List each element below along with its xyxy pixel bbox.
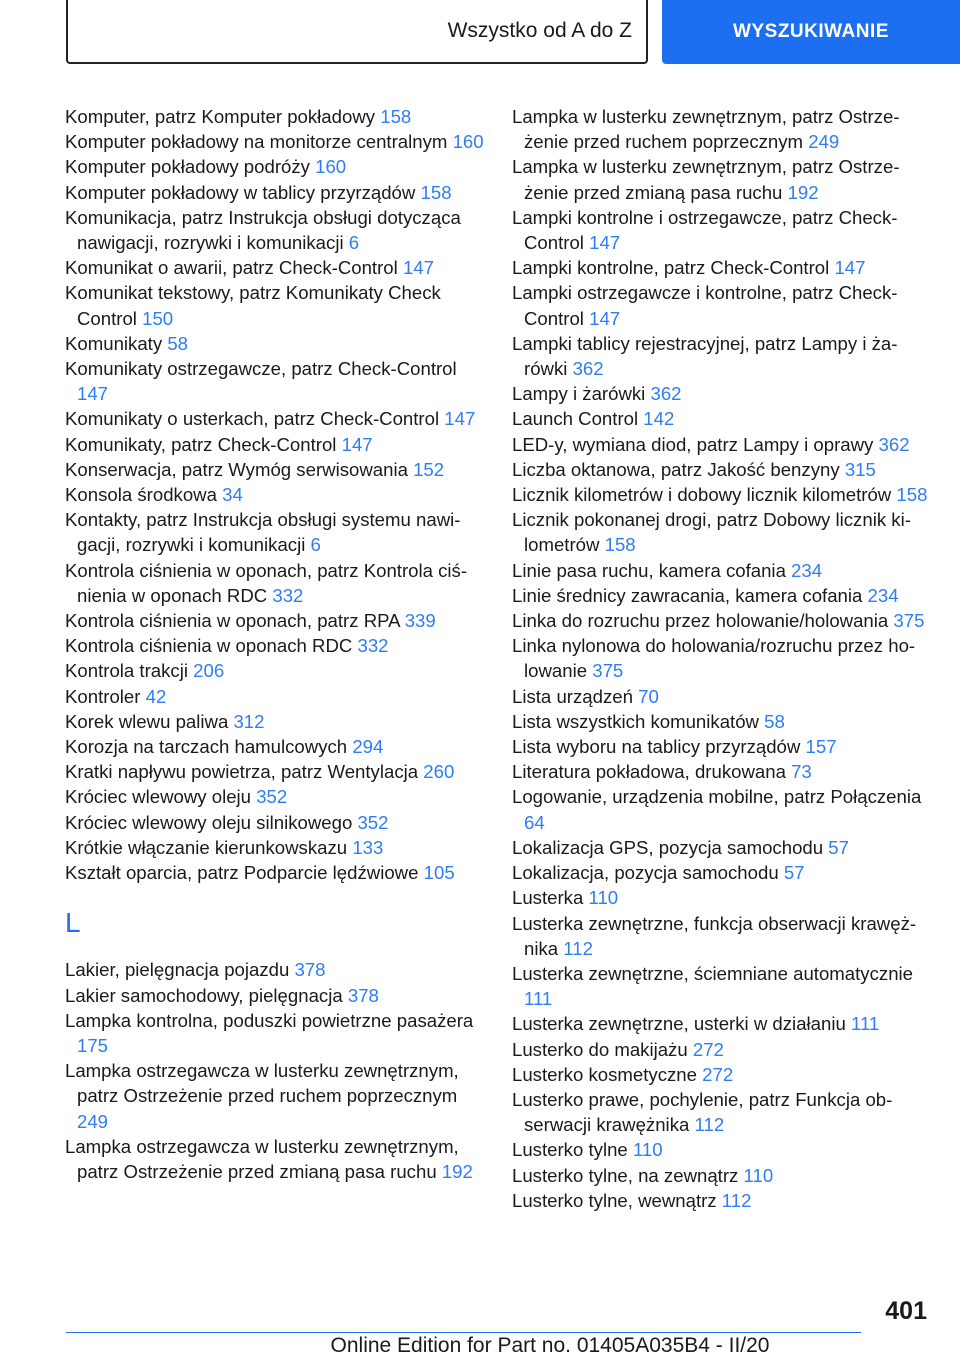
index-entry-text: Linka do rozruchu przez holowanie/holowania [512,610,889,632]
page-link[interactable]: 57 [828,836,849,858]
page-link[interactable]: 42 [145,685,167,707]
page-link[interactable]: 111 [851,1013,880,1035]
index-entry[interactable] [512,482,932,507]
page-link[interactable]: 158 [380,106,412,127]
page-link[interactable]: 112 [563,937,593,959]
tab-a-to-z-label: Wszystko od A do Z [447,19,632,42]
index-entry-text: Korek wlewu paliwa [65,710,229,732]
page-link[interactable]: 6 [348,232,360,254]
page-link[interactable]: 160 [452,131,484,153]
index-entry[interactable] [65,129,485,154]
page-link[interactable]: 147 [444,408,476,430]
page-link[interactable]: 312 [233,710,265,732]
index-entry[interactable] [512,734,932,759]
index-entry-text: Linka nylonowa do holowania/rozruchu przez holowanie [512,635,916,682]
page-link[interactable]: 111 [524,988,553,1010]
index-entry-text: Lampki ostrzegawcze i kontrolne, patrz Check-Control [512,282,898,329]
index-entry-text: Lampka ostrzegawcza w lusterku zewnętrznym, patrz Ostrzeżenie przed zmianą pasa ruchu [65,1135,459,1182]
index-entry-text: Krótkie włączanie kierunkowskazu [65,836,348,858]
page-link[interactable]: 315 [844,458,876,480]
index-entry[interactable] [512,784,932,834]
index-entry[interactable] [512,406,932,431]
page-link[interactable]: 158 [896,484,928,506]
index-entry-text: Launch Control [512,408,639,430]
index-entry[interactable] [65,810,485,835]
page-link[interactable]: 160 [315,156,347,178]
page-link[interactable]: 112 [721,1189,752,1211]
index-entry[interactable] [512,457,932,482]
index-entry-text: Kontrola trakcji [65,660,188,682]
footer-divider [66,1332,861,1333]
section-letter: L [65,907,81,939]
page-link[interactable]: 157 [805,736,837,758]
index-entry[interactable] [512,432,932,457]
index-entry-text: Komputer pokładowy na monitorze centralnym [65,131,448,153]
index-entry[interactable] [65,684,485,709]
index-entry[interactable] [65,709,485,734]
index-entry-text: Konsola środkowa [65,484,217,506]
index-entry-text: Komputer pokładowy podróży [65,156,310,178]
index-entry[interactable] [65,205,485,255]
index-entry-text: Linie pasa ruchu, kamera cofania [512,559,786,581]
index-entry-text: Lista wszystkich komunikatów [512,710,759,732]
index-entry[interactable] [65,356,485,406]
page-link[interactable]: 57 [783,862,805,884]
index-entry-text: Lampka w lusterku zewnętrznym, patrz Ostrzeżenie przed zmianą pasa ruchu [512,156,900,203]
page-link[interactable]: 147 [77,383,109,405]
index-entry-text: Kontrola ciśnienia w oponach, patrz RPA [65,610,400,632]
index-entry[interactable] [65,432,485,457]
page-link[interactable]: 110 [632,1139,663,1161]
index-entry[interactable] [65,331,485,356]
index-list-l [65,957,485,1184]
index-entry-text: Licznik pokonanej drogi, patrz Dobowy licznik kilometrów [512,509,911,556]
index-entry-text: Lusterka zewnętrzne, ściemniane automatycznie [512,962,914,984]
page-link[interactable]: 260 [423,761,455,783]
index-entry-text: Lampki kontrolne i ostrzegawcze, patrz Check-Control [512,206,898,254]
index-list-right [512,104,932,1213]
page-link[interactable]: 133 [352,836,384,858]
index-entry[interactable] [65,734,485,759]
index-entry-text: Lampy i żarówki [512,383,646,405]
index-entry[interactable] [512,280,932,330]
page-link[interactable]: 64 [524,811,545,833]
index-entry-text: Kontrola ciśnienia w oponach RDC [65,635,353,657]
page-link[interactable]: 158 [420,181,452,203]
index-entry[interactable] [65,784,485,809]
page-link[interactable]: 234 [791,559,823,581]
index-entry[interactable] [512,1188,932,1213]
index-entry-text: Lusterka zewnętrzne, funkcja obserwacji krawężnika [512,912,917,959]
index-entry[interactable] [512,205,932,255]
index-entry-text: Lista wyboru na tablicy przyrządów [512,736,801,758]
tab-a-to-z[interactable] [66,0,648,64]
page-link[interactable]: 378 [294,959,326,981]
index-entry-text: Komunikat tekstowy, patrz Komunikaty Check Control [65,282,441,329]
index-entry[interactable] [512,1037,932,1062]
index-entry[interactable] [512,911,932,961]
index-entry[interactable] [65,482,485,507]
index-entry[interactable] [65,507,485,557]
index-entry-text: Kratki napływu powietrza, patrz Wentylacja [65,761,419,783]
index-entry-text: Komunikacja, patrz Instrukcja obsługi dotycząca nawigacji, rozrywki i komunikacji [65,206,461,254]
page-link[interactable]: 150 [142,307,174,329]
index-column-right [512,104,932,1213]
index-entry-text: Komunikaty ostrzegawcze, patrz Check-Control [65,358,457,380]
index-entry-text: Lampka w lusterku zewnętrznym, patrz Ostrzeżenie przed ruchem poprzecznym [512,106,900,153]
index-entry[interactable] [512,860,932,885]
page-link[interactable]: 272 [702,1063,734,1085]
index-entry[interactable] [512,558,932,583]
page-link[interactable]: 352 [357,811,389,833]
page-link[interactable]: 112 [694,1114,725,1136]
index-entry[interactable] [65,406,485,431]
index-entry-text: Komunikaty, patrz Check-Control [65,433,337,455]
page-link[interactable]: 110 [743,1164,774,1186]
index-entry-text: Lista urządzeń [512,685,633,707]
index-entry[interactable] [65,608,485,633]
index-entry-text: Linie średnicy zawracania, kamera cofania [512,584,863,606]
index-entry[interactable] [512,331,932,381]
page-link[interactable]: 142 [643,408,675,430]
index-entry[interactable] [512,255,932,280]
index-entry-text: Komputer, patrz Komputer pokładowy [65,106,376,127]
index-entry[interactable] [512,709,932,734]
page-link[interactable]: 234 [867,584,899,606]
index-entry-text: Licznik kilometrów i dobowy licznik kilometrów [512,484,892,506]
index-entry[interactable] [65,1008,485,1058]
index-entry-text: Lusterko prawe, pochylenie, patrz Funkcja obserwacji krawężnika [512,1088,893,1136]
index-entry[interactable] [65,255,485,280]
index-entry-text: Komputer pokładowy w tablicy przyrządów [65,181,416,203]
index-entry[interactable] [65,658,485,683]
page-link[interactable]: 34 [222,484,243,506]
index-list-k [65,104,485,885]
index-entry[interactable] [65,180,485,205]
index-entry[interactable] [512,104,932,154]
index-entry[interactable] [65,835,485,860]
page-link[interactable]: 6 [310,534,321,556]
index-entry[interactable] [65,633,485,658]
index-entry[interactable] [65,759,485,784]
index-entry-text: Konserwacja, patrz Wymóg serwisowania [65,458,408,480]
index-entry[interactable] [512,381,932,406]
index-entry[interactable] [65,957,485,982]
page-link[interactable]: 362 [572,358,604,380]
index-entry-text: Lampka ostrzegawcza w lusterku zewnętrznym, patrz Ostrzeżenie przed ruchem poprzecznym [65,1060,459,1107]
index-entry-text: Lokalizacja GPS, pozycja samochodu [512,836,824,858]
index-entry-text: Komunikat o awarii, patrz Check-Control [65,257,398,279]
index-entry[interactable] [65,154,485,179]
index-entry-text: Króciec wlewowy oleju silnikowego [65,811,353,833]
index-entry[interactable] [512,885,932,910]
index-entry[interactable] [512,1137,932,1162]
page-link[interactable]: 206 [193,660,225,682]
index-entry[interactable] [65,558,485,608]
index-entry[interactable] [512,608,932,633]
page-link[interactable]: 294 [352,736,384,758]
edition-text: Online Edition for Part no. 01405A035B4 - II/20 [330,1334,770,1357]
index-entry-text: Kontroler [65,685,141,707]
tab-search[interactable] [662,0,960,64]
page-link[interactable]: 147 [834,257,866,279]
index-entry-text: Lampki tablicy rejestracyjnej, patrz Lampy i żarówki [512,332,898,380]
index-entry-text: Lampka kontrolna, poduszki powietrzne pasażera [65,1009,474,1031]
index-entry-text: LED-y, wymiana diod, patrz Lampy i oprawy [512,433,874,455]
page-link[interactable]: 339 [404,610,436,632]
index-entry[interactable] [65,457,485,482]
page-link[interactable]: 362 [650,383,682,405]
index-entry[interactable] [512,1087,932,1137]
page-link[interactable]: 58 [167,332,189,354]
page-link[interactable]: 352 [256,786,288,808]
index-entry-text: Lusterko do makijażu [512,1038,688,1060]
page-link[interactable]: 147 [402,257,434,279]
page-link[interactable]: 158 [604,534,636,556]
index-entry-text: Logowanie, urządzenia mobilne, patrz Połączenia [512,786,922,808]
page-link[interactable]: 375 [893,610,925,632]
index-entry[interactable] [512,759,932,784]
index-entry-text: Lakier, pielęgnacja pojazdu [65,959,290,981]
index-column-left [65,104,485,1184]
index-entry-text: Lakier samochodowy, pielęgnacja [65,984,343,1006]
page-number: 401 [885,1297,927,1325]
page-link[interactable]: 110 [588,887,619,909]
index-entry[interactable] [512,507,932,557]
index-entry[interactable] [65,1134,485,1184]
index-entry-text: Lusterko tylne, na zewnątrz [512,1164,739,1186]
page-link[interactable]: 147 [589,307,621,329]
index-entry[interactable] [512,961,932,1011]
index-entry-text: Komunikaty [65,332,163,354]
index-entry[interactable] [512,633,932,683]
index-entry[interactable] [65,104,485,129]
index-entry-text: Korozja na tarczach hamulcowych [65,736,348,758]
index-entry-text: Kontrola ciśnienia w oponach, patrz Kontrola ciśnienia w oponach RDC [65,559,468,606]
page-link[interactable]: 249 [77,1110,109,1132]
index-entry[interactable] [512,835,932,860]
index-entry[interactable] [512,1163,932,1188]
index-entry[interactable] [512,684,932,709]
page-link[interactable]: 192 [787,181,819,203]
index-entry[interactable] [65,983,485,1008]
page-link[interactable]: 332 [357,635,389,657]
page-link[interactable]: 272 [692,1038,724,1060]
index-entry-text: Lusterko kosmetyczne [512,1063,697,1085]
index-entry[interactable] [65,280,485,330]
page-link[interactable]: 147 [341,433,373,455]
index-entry-text: Kontakty, patrz Instrukcja obsługi systemu nawigacji, rozrywki i komunikacji [65,509,461,556]
index-entry-text: Lusterko tylne, wewnątrz [512,1189,717,1211]
index-entry[interactable] [512,1011,932,1036]
index-entry-text: Kształt oparcia, patrz Podparcie lędźwiowe [65,862,419,884]
page-link[interactable]: 332 [272,584,304,606]
page-link[interactable]: 70 [638,685,659,707]
tab-search-label: WYSZUKIWANIE [733,21,889,42]
index-entry[interactable] [65,860,485,885]
page-link[interactable]: 362 [878,433,910,455]
index-entry[interactable] [512,1062,932,1087]
index-entry-text: Lusterka zewnętrzne, usterki w działaniu [512,1013,846,1035]
index-entry-text: Literatura pokładowa, drukowana [512,761,786,783]
index-entry-text: Lusterko tylne [512,1139,628,1161]
page-link[interactable]: 105 [423,862,455,884]
index-entry[interactable] [512,583,932,608]
page-link[interactable]: 175 [77,1034,109,1056]
index-entry-text: Liczba oktanowa, patrz Jakość benzyny [512,458,840,480]
page-link[interactable]: 375 [592,660,624,682]
page-link[interactable]: 58 [764,710,785,732]
page-link[interactable]: 192 [441,1160,473,1182]
index-entry-text: Lokalizacja, pozycja samochodu [512,862,779,884]
index-entry[interactable] [65,1058,485,1134]
page-link[interactable]: 378 [347,984,379,1006]
page-link[interactable]: 152 [413,458,445,480]
page-link[interactable]: 73 [791,761,812,783]
page-link[interactable]: 249 [808,131,840,153]
index-entry-text: Króciec wlewowy oleju [65,786,252,808]
index-entry-text: Lampki kontrolne, patrz Check-Control [512,257,830,279]
index-entry-text: Komunikaty o usterkach, patrz Check-Control [65,408,440,430]
index-entry-text: Lusterka [512,887,584,909]
page-link[interactable]: 147 [589,232,621,254]
index-entry[interactable] [512,154,932,204]
